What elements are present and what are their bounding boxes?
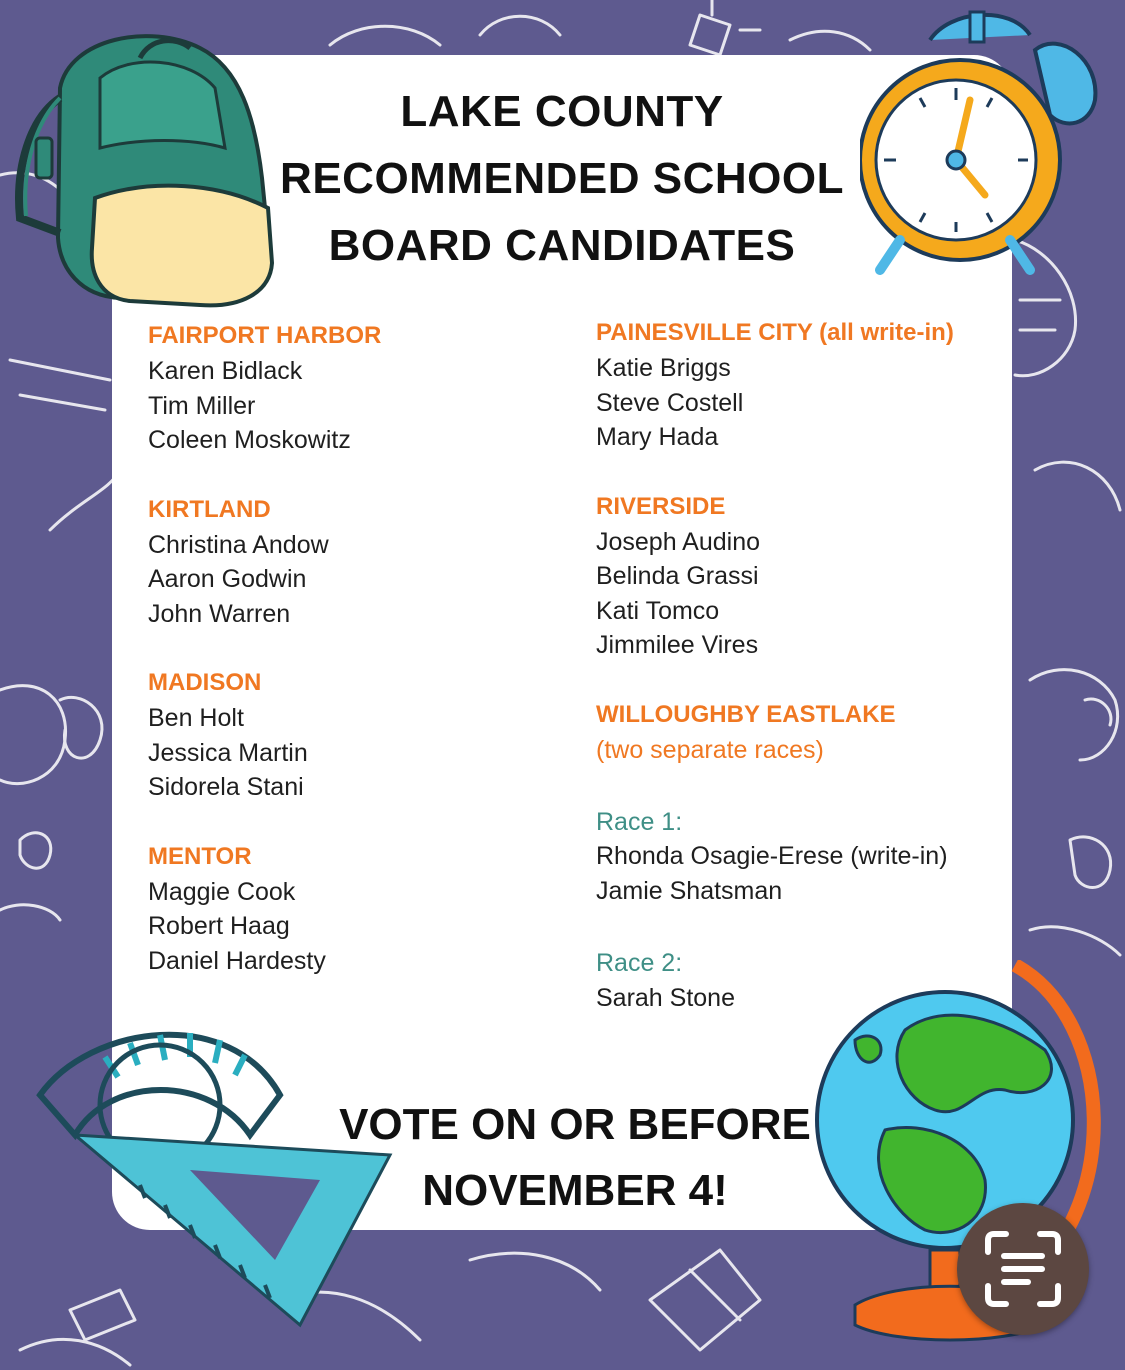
district-fairport-harbor — [148, 318, 568, 458]
candidate-name: Jessica Martin — [148, 738, 308, 767]
text-scan-icon — [982, 1228, 1064, 1310]
candidate-name: Maggie Cook — [148, 877, 296, 906]
district-painesville-city — [596, 315, 1006, 455]
left-column — [148, 318, 568, 1012]
candidate-name: Coleen Moskowitz — [148, 426, 351, 454]
district-heading: MENTOR — [148, 842, 252, 870]
race-1-label: Race 1: — [596, 807, 683, 836]
district-madison — [148, 665, 568, 805]
district-riverside — [596, 489, 1006, 663]
candidate-name: Jimmilee Vires — [596, 631, 759, 659]
vote-reminder — [300, 1092, 850, 1224]
district-note: (two separate races) — [596, 735, 824, 764]
title-line-3: BOARD CANDIDATES — [328, 221, 796, 270]
district-heading: RIVERSIDE — [596, 492, 726, 520]
candidate-name: Jamie Shatsman — [596, 876, 783, 905]
candidate-name: Sidorela Stani — [148, 773, 304, 801]
district-heading: PAINESVILLE CITY (all write-in) — [596, 319, 954, 346]
race-2-label: Race 2: — [596, 949, 683, 977]
candidate-name: Robert Haag — [148, 912, 290, 940]
candidate-name: Katie Briggs — [596, 354, 731, 382]
candidate-name: Mary Hada — [596, 423, 719, 451]
candidate-name: Joseph Audino — [596, 527, 761, 556]
district-mentor — [148, 839, 568, 979]
candidate-name: Sarah Stone — [596, 983, 735, 1012]
text-scan-button[interactable] — [957, 1203, 1089, 1335]
vote-line-2: NOVEMBER 4! — [422, 1166, 728, 1215]
district-heading: KIRTLAND — [148, 495, 271, 523]
title-line-2: RECOMMENDED SCHOOL — [280, 154, 844, 203]
district-heading: FAIRPORT HARBOR — [148, 322, 382, 349]
candidate-name: John Warren — [148, 599, 291, 628]
candidate-name: Aaron Godwin — [148, 565, 307, 593]
district-willoughby-eastlake — [596, 697, 1006, 1016]
candidate-name: Tim Miller — [148, 391, 256, 420]
page-title — [112, 78, 1012, 279]
district-heading: MADISON — [148, 669, 262, 696]
district-heading: WILLOUGHBY EASTLAKE — [596, 700, 896, 728]
vote-line-1: VOTE ON OR BEFORE — [339, 1100, 811, 1149]
district-kirtland — [148, 492, 568, 632]
candidate-name: Belinda Grassi — [596, 562, 759, 590]
candidate-name: Ben Holt — [148, 704, 244, 732]
candidate-name: Daniel Hardesty — [148, 946, 326, 975]
candidate-name: Karen Bidlack — [148, 357, 303, 385]
right-column — [596, 315, 1006, 1049]
candidate-name: Christina Andow — [148, 530, 329, 559]
candidate-name: Rhonda Osagie-Erese (write-in) — [596, 842, 948, 870]
title-line-1: LAKE COUNTY — [400, 87, 724, 136]
candidate-name: Steve Costell — [596, 388, 744, 417]
candidate-name: Kati Tomco — [596, 596, 720, 625]
